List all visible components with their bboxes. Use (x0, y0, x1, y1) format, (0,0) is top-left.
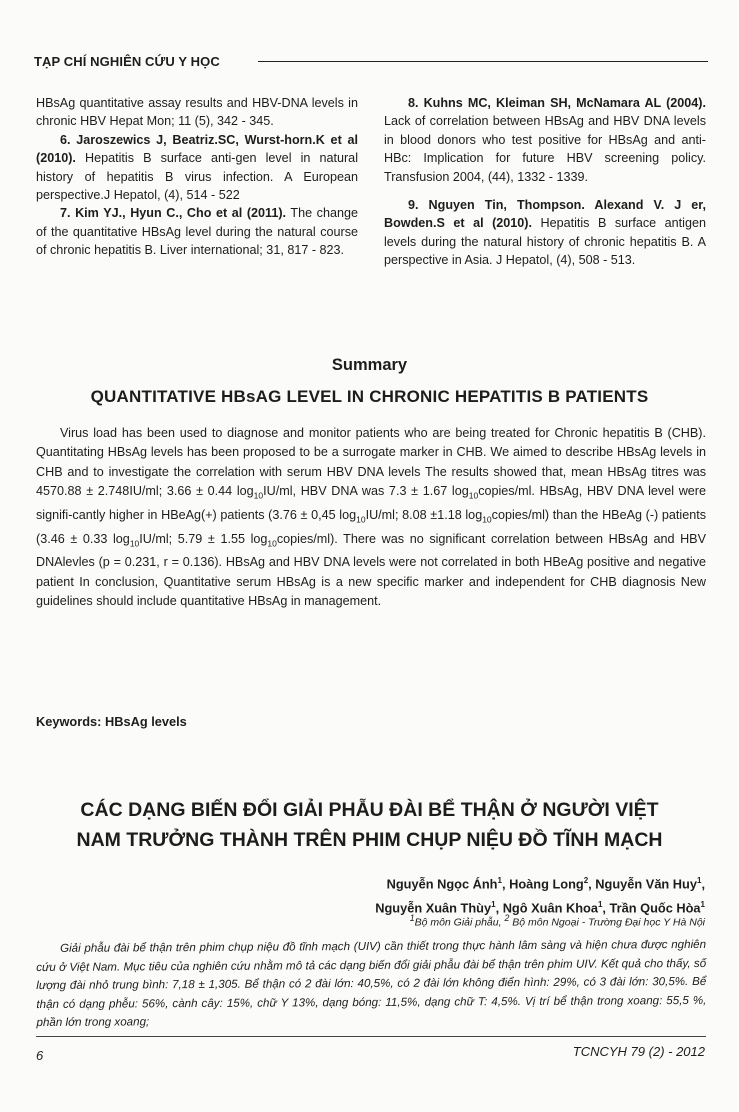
footer-rule (36, 1036, 706, 1037)
authors-line-2: Nguyễn Xuân Thùy$^1$, Ngô Xuân Khoa$^1$, Trần Quốc Hòa$^1$ (375, 900, 705, 916)
article-abstract: Giải phẫu đài bể thận trên phim chụp niệu đồ tĩnh mạch (UIV) cần thiết trong thực hành lâm sàng và hiện chưa được nghiên cứu ở Việt Nam. Mục tiêu của nghiên cứu nhằm mô tả các dạng biến đổi giải phẫu đài bể thận trên phim UIV. Kết quả cho thấy, số lượng đài nhỏ trung bình: 7,18 ± 1,305. Bể thận có 2 đài lớn: 40,5%, có 2 đài lớn không điển hình: 29%, có 3 đài lớn: 30,5%. Bể thận có dạng phễu: 56%, cành cây: 15%, chữ Y 13%, dạng bóng: 11,5%, dạng chữ T: 4,5%. Vị trí bể thận trong xoang: 55,5 %, phần lớn trong xoang; (36, 937, 707, 1030)
author-name: Nguyễn Xuân Thùy (375, 900, 492, 916)
header-rule (258, 61, 708, 62)
author-affiliations: $^1$Bộ môn Giải phẫu, $^2$ Bộ môn Ngoại - Trường Đại học Y Hà Nội (409, 913, 705, 929)
reference-9 (384, 196, 706, 270)
reference-8 (384, 94, 706, 186)
reference-6 (36, 131, 358, 205)
authors-line-1: Nguyễn Ngọc Ánh$^1$, Hoàng Long$^2$, Nguyễn Văn Huy$^1$, (386, 876, 705, 892)
article-authors (375, 870, 705, 919)
reference-text: Hepatitis B surface anti-gen level in natural history of hepatitis B virus infection. A European perspective.J Hepatol, (4), 514 - 522 (36, 151, 358, 203)
article-title-line-2: NAM TRƯỞNG THÀNH TRÊN PHIM CHỤP NIỆU ĐỒ TĨNH MẠCH (76, 829, 663, 851)
reference-author: 9. Nguyen Tin, Thompson. Alexand V. J er, Bowden.S et al (2010). (384, 198, 706, 231)
page-number: 6 (36, 1048, 44, 1063)
journal-name: TẠP CHÍ NGHIÊN CỨU Y HỌC (34, 54, 220, 69)
summary-heading: Summary (331, 356, 408, 374)
author-name: Ngô Xuân Khoa (502, 900, 598, 916)
journal-header (34, 50, 708, 74)
references-left-column (36, 94, 358, 260)
reference-author: 6. Jaroszewics J, Beatriz.SC, Wurst-horn.K et al (2010). (36, 132, 358, 166)
author-name: Nguyễn Ngọc Ánh (386, 876, 498, 892)
reference-author: 8. Kuhns MC, Kleiman SH, McNamara AL (2004). (408, 96, 706, 110)
summary-title: QUANTITATIVE HBsAG LEVEL IN CHRONIC HEPATITIS B PATIENTS (90, 387, 649, 406)
summary-abstract: Virus load has been used to diagnose and monitor patients who are being treated for Chronic hepatitis B (CHB). Quantitating HBsAg levels has been proposed to be a surrogate marker in CHB. We aimed to describe HBsAg levels in CHB and to investigate the correlation with serum HBV DNA levels The results showed that, mean HBsAg titres was 4570.88 ± 2.748IU/ml; 3.66 ± 0.44 $\log_{10}IU/ml$, HBV DNA was 7.3 ± 1.67 $\log_{10}copies/ml$. HBsAg, HBV DNA level were signifi-cantly higher in HBeAg(+) patients (3.76 ± 0,45 $\log_{10}IU/ml$; 8.08 ±1.18 $\log_{10}copies/ml$) than the HBeAg (-) patients (3.46 ± 0.33 $\log_{10}IU/ml$; 5.79 ± 1.55 $\log_{10}copies/ml$). There was no significant correlation between HBsAg and HBV DNAlevles (p = 0.231, r = 0.136). HBsAg and HBV DNA levels were not correlated in both HBeAg positive and negative patient In conclusion, Quantitative serum HBsAg is a new specific marker and independent for CHB diagnosis New guidelines should include quantitative HBsAg in management. (36, 426, 706, 608)
keywords: Keywords: HBsAg levels (36, 714, 187, 729)
reference-author: 7. Kim YJ., Hyun C., Cho et al (2011). (60, 206, 287, 221)
references-right-column (384, 94, 706, 270)
reference-text: The change of the quantitative HBsAg level during the natural course of chronic hepatitis B. Liver international; 31, 817 - 823. (36, 206, 358, 258)
author-name: Trần Quốc Hòa (609, 900, 701, 916)
article-title-line-1: CÁC DẠNG BIẾN ĐỔI GIẢI PHẪU ĐÀI BỂ THẬN Ở NGƯỜI VIỆT (80, 799, 659, 821)
author-name: Nguyễn Văn Huy (595, 876, 697, 892)
reference-text: Lack of correlation between HBsAg and HBV DNA levels in blood donors who test positive for HBsAg and anti-HBc: Implication for future HBV screening policy. Transfusion 2004, (44), 1332 - 1339. (384, 114, 706, 184)
reference-5-continued (36, 94, 358, 131)
reference-7 (36, 204, 358, 259)
reference-text: HBsAg quantitative assay results and HBV-DNA levels in chronic HBV Hepat Mon; 11 (5), 342 - 345. (36, 96, 358, 129)
author-name: Hoàng Long (509, 876, 584, 892)
reference-text: Hepatitis B surface antigen levels during the natural history of chronic hepatitis B. A perspective in Asia. J Hepatol, (4), 508 - 513. (384, 216, 706, 268)
article-title (0, 795, 739, 855)
journal-issue: TCNCYH 79 (2) - 2012 (572, 1044, 705, 1059)
